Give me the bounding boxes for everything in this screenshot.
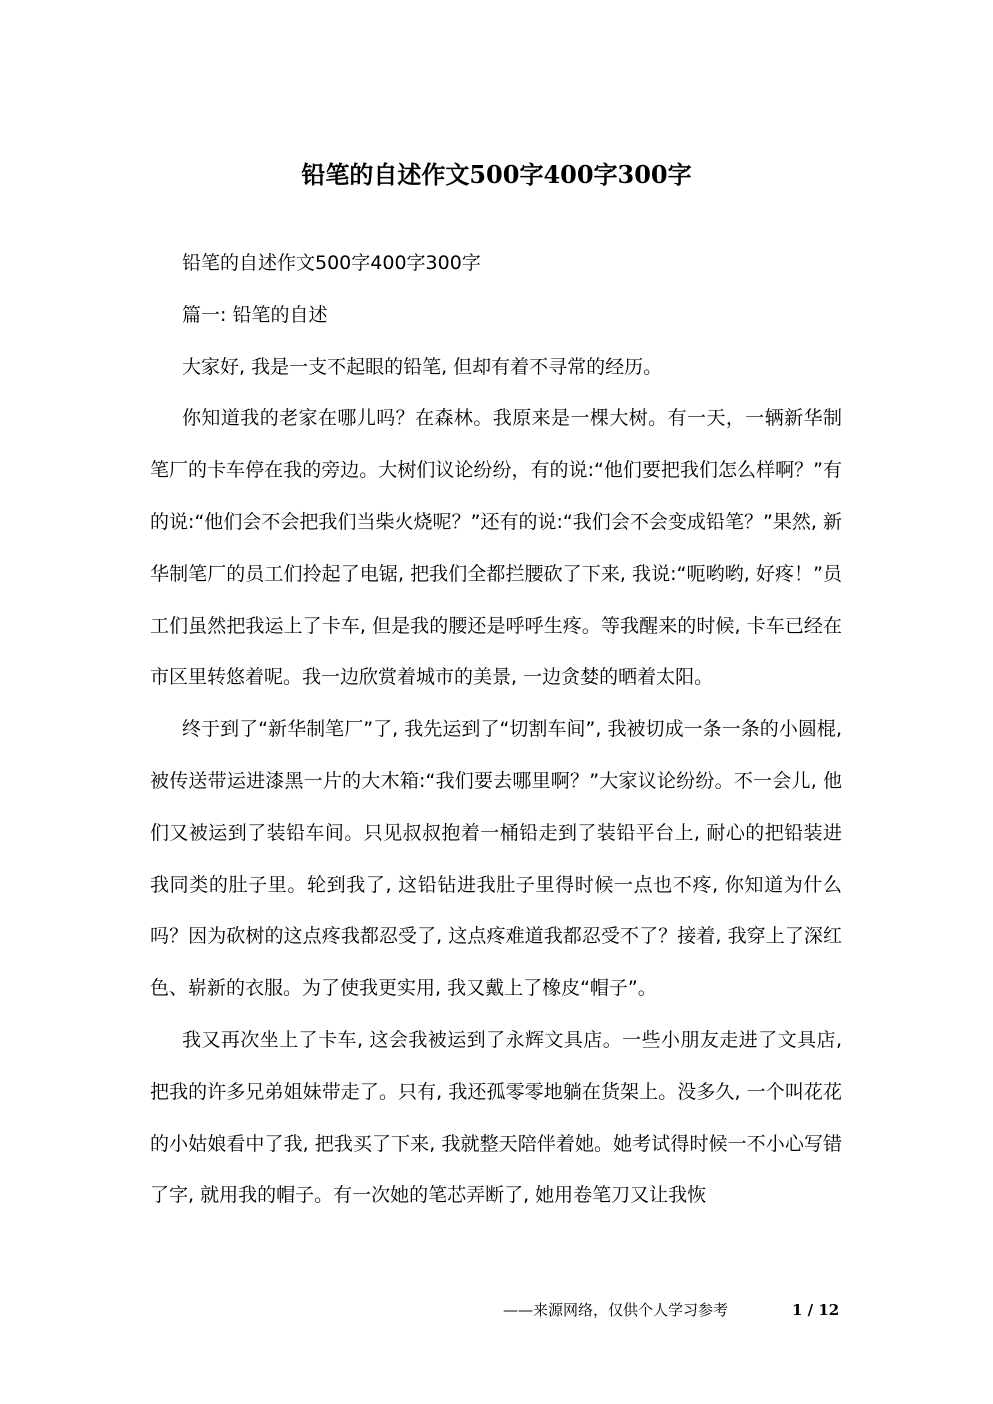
- paragraph-section-heading: 篇一: 铅笔的自述: [182, 303, 328, 326]
- paragraph-intro: 大家好, 我是一支不起眼的铅笔, 但却有着不寻常的经历。: [182, 355, 663, 378]
- page-number: 1 / 12: [792, 1301, 840, 1319]
- document-body: [150, 238, 842, 1222]
- paragraph-factory: 终于到了“新华制笔厂”了, 我先运到了“切割车间”, 我被切成一条一条的小圆棍, 被传送带运进漆黑一片的大木箱:“我们要去哪里啊？”大家议论纷纷。不一会儿, 他们又被运到了装铅车间。只见叔叔抱着一桶铅走到了装铅平台上, 耐心的把铅装进我同类的肚子里。轮到我了, 这铅钻进我肚子里得时候一点也不疼, 你知道为什么吗？因为砍树的这点疼我都忍受了, 这点疼难道我都忍受不了？接着, 我穿上了深红色、崭新的衣服。为了使我更实用, 我又戴上了橡皮“帽子”。: [150, 718, 842, 1000]
- source-note: ——来源网络，仅供个人学习参考: [503, 1301, 729, 1319]
- paragraph-forest: 你知道我的老家在哪儿吗？在森林。我原来是一棵大树。有一天，一辆新华制笔厂的卡车停在我的旁边。大树们议论纷纷，有的说:“他们要把我们怎么样啊？”有的说:“他们会不会把我们当柴火烧呢？”还有的说:“我们会不会变成铅笔？”果然, 新华制笔厂的员工们拎起了电锯, 把我们全都拦腰砍了下来, 我说:“呃哟哟, 好疼！”员工们虽然把我运上了卡车, 但是我的腰还是呼呼生疼。等我醒来的时候, 卡车已经在市区里转悠着呢。我一边欣赏着城市的美景, 一边贪婪的晒着太阳。: [150, 407, 842, 689]
- paragraph-store: 我又再次坐上了卡车, 这会我被运到了永辉文具店。一些小朋友走进了文具店, 把我的许多兄弟姐妹带走了。只有, 我还孤零零地躺在货架上。没多久, 一个叫花花的小姑娘看中了我, 把我买了下来, 我就整天陪伴着她。她考试得时候一不小心写错了字, 就用我的帽子。有一次她的笔芯弄断了, 她用卷笔刀又让我恢: [150, 1028, 842, 1207]
- page-footer: [0, 1298, 993, 1322]
- paragraph-subtitle: 铅笔的自述作文500字400字300字: [182, 252, 481, 274]
- document-title: 铅笔的自述作文500字400字300字: [301, 160, 692, 189]
